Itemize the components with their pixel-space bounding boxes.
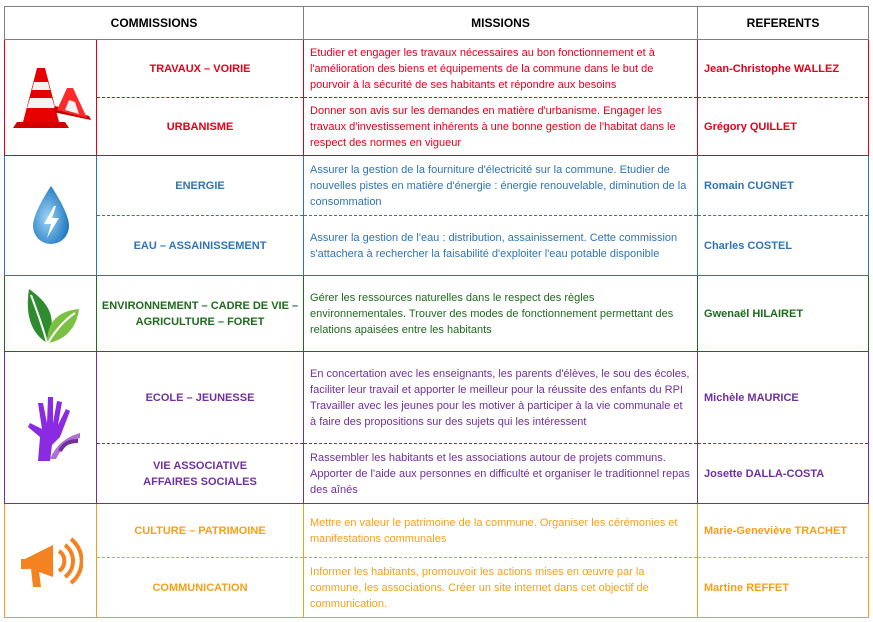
commission-row (5, 444, 869, 504)
commission-row (5, 352, 869, 444)
header-row (5, 7, 869, 40)
mission-text: Etudier et engager les travaux nécessaires au bon fonctionnement et à l'amélioration des biens et équipements de la commune dans le but de pourvoir à la sécurité de ses habitants et répondre aux besoins (304, 40, 698, 98)
commission-row (5, 504, 869, 558)
leaves-icon (5, 276, 97, 352)
commission-name: CULTURE – PATRIMOINE (97, 504, 304, 558)
referent-name: Gwenaël HILAIRET (698, 276, 869, 352)
commission-name: EAU – ASSAINISSEMENT (97, 216, 304, 276)
mission-text: Mettre en valeur le patrimoine de la commune. Organiser les cérémonies et manifestations communales (304, 504, 698, 558)
commissions-table (4, 6, 869, 618)
commission-name: COMMUNICATION (97, 558, 304, 618)
commission-row (5, 156, 869, 216)
referent-name: Michèle MAURICE (698, 352, 869, 444)
hands-icon (5, 352, 97, 504)
mission-text: Donner son avis sur les demandes en matière d'urbanisme. Engager les travaux d'investissement inhérents à une bonne gestion de l'habitat dans le respect des normes en vigueur (304, 98, 698, 156)
mission-text: Gérer les ressources naturelles dans le respect des règles environnementales. Trouver des modes de fonctionnement permettant des relations apaisées entre les habitants (304, 276, 698, 352)
referent-name: Martine REFFET (698, 558, 869, 618)
referent-name: Marie-Geneviève TRACHET (698, 504, 869, 558)
commission-name: ECOLE – JEUNESSE (97, 352, 304, 444)
referent-name: Josette DALLA-COSTA (698, 444, 869, 504)
commission-name: URBANISME (97, 98, 304, 156)
commission-row (5, 276, 869, 352)
traffic-cones-icon (5, 40, 97, 156)
commission-name: TRAVAUX – VOIRIE (97, 40, 304, 98)
header-missions: MISSIONS (304, 7, 698, 40)
commission-row (5, 40, 869, 98)
referent-name: Grégory QUILLET (698, 98, 869, 156)
mission-text: Assurer la gestion de l'eau : distribution, assainissement. Cette commission s'attachera à rechercher la faisabilité d'exploiter l'eau potable disponible (304, 216, 698, 276)
water-drop-energy-icon (5, 156, 97, 276)
megaphone-icon (5, 504, 97, 618)
header-commissions: COMMISSIONS (5, 7, 304, 40)
referent-name: Charles COSTEL (698, 216, 869, 276)
commission-name: VIE ASSOCIATIVE AFFAIRES SOCIALES (97, 444, 304, 504)
referent-name: Romain CUGNET (698, 156, 869, 216)
mission-text: Rassembler les habitants et les associations autour de projets communs. Apporter de l'aide aux personnes en difficulté et organiser le traditionnel repas des aînés (304, 444, 698, 504)
commission-row (5, 98, 869, 156)
header-referents: REFERENTS (698, 7, 869, 40)
commission-name: ENERGIE (97, 156, 304, 216)
mission-text: En concertation avec les enseignants, les parents d'élèves, le sou des écoles, faciliter leur travail et apporter le meilleur pour la réussite des enfants du RPI Travailler avec les jeunes pour les motiver à participer à la vie communale et à faire des propositions sur des sujets qui les intéressent (304, 352, 698, 444)
mission-text: Assurer la gestion de la fourniture d'électricité sur la commune. Etudier de nouvelles pistes en matière d'énergie : énergie renouvelable, diminution de la consommation (304, 156, 698, 216)
referent-name: Jean-Christophe WALLEZ (698, 40, 869, 98)
mission-text: Informer les habitants, promouvoir les actions mises en œuvre par la commune, les associations. Créer un site internet dans cet objectif de communication. (304, 558, 698, 618)
commission-row (5, 216, 869, 276)
commission-name: ENVIRONNEMENT – CADRE DE VIE – AGRICULTURE – FORET (97, 276, 304, 352)
commission-row (5, 558, 869, 618)
